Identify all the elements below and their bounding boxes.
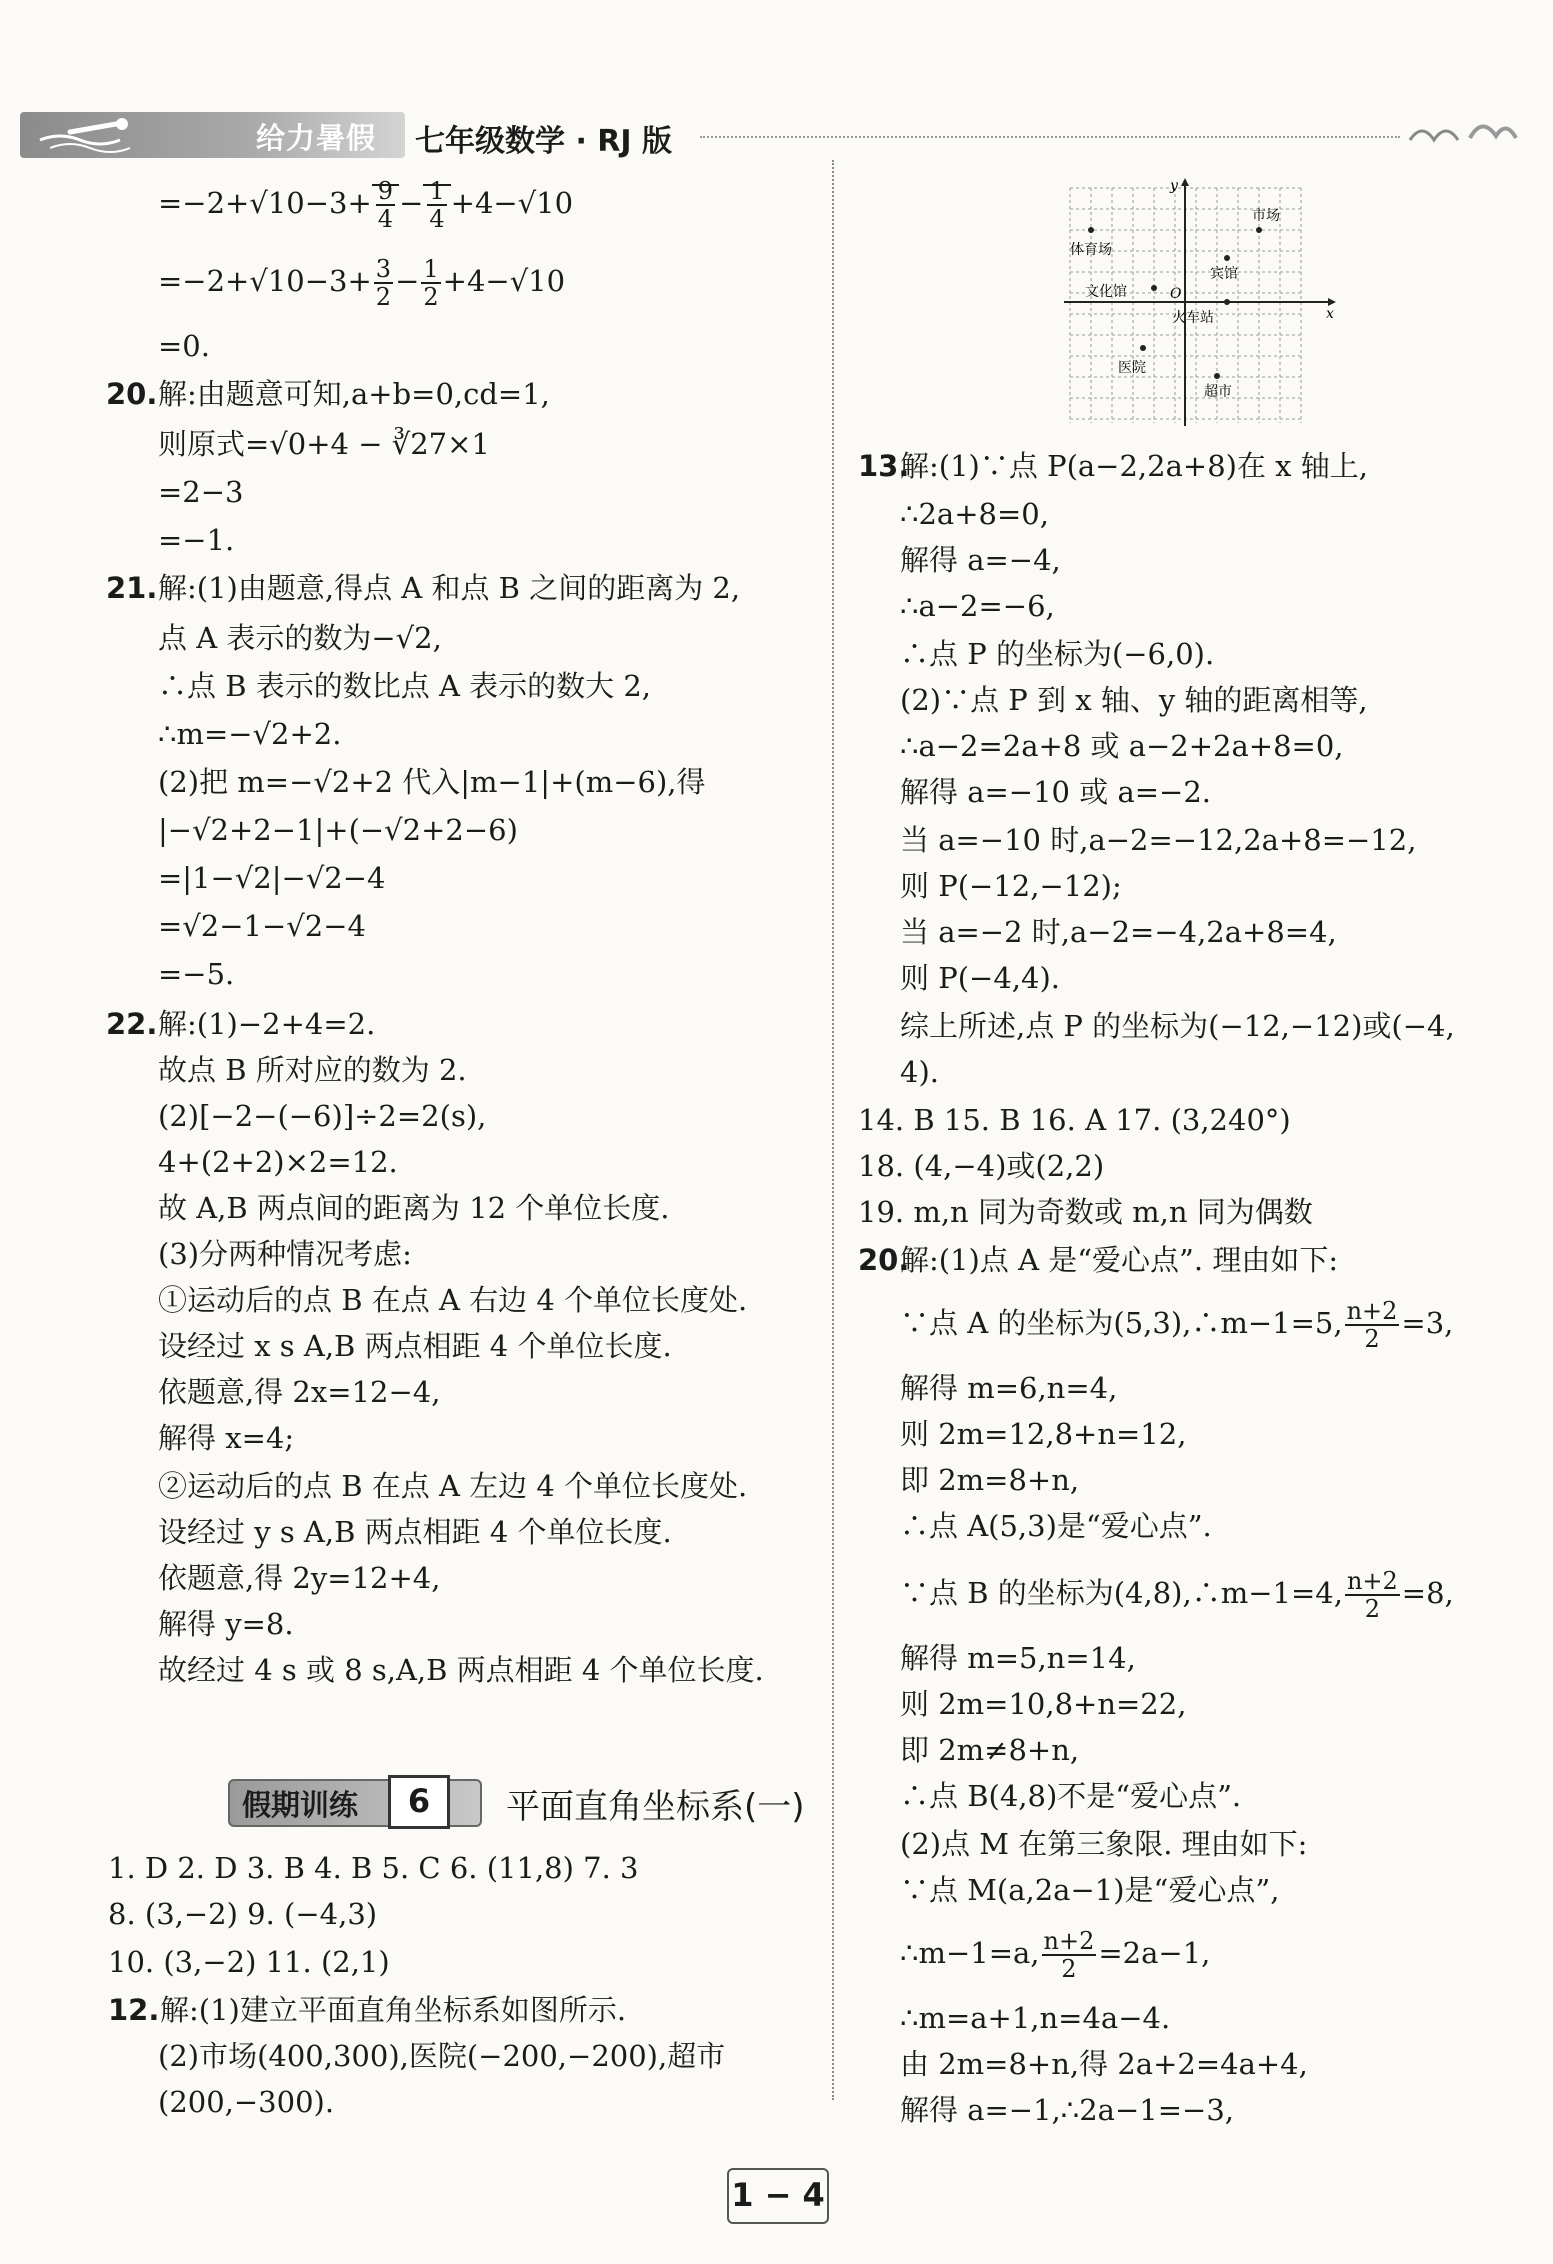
answer-line: (2)点 M 在第三象限. 理由如下: — [900, 1827, 1308, 1861]
answer-line: 综上所述,点 P 的坐标为(−12,−12)或(−4, — [900, 1009, 1455, 1043]
answer-line: |−√2+2−1|+(−√2+2−6) — [158, 813, 518, 847]
series-title: 给力暑假 — [256, 121, 377, 155]
answer-line: 4+(2+2)×2=12. — [158, 1145, 398, 1179]
answer-line: 故点 B 所对应的数为 2. — [158, 1053, 467, 1087]
answer-line: 解得 m=5,n=14, — [900, 1641, 1136, 1675]
place-label: 市场 — [1252, 208, 1280, 224]
section-title: 平面直角坐标系(一) — [506, 1787, 805, 1827]
answer-line: (2)把 m=−√2+2 代入|m−1|+(m−6),得 — [158, 765, 706, 799]
answer-line: 解:(1)∵点 P(a−2,2a+8)在 x 轴上, — [900, 449, 1368, 483]
answer-line: 解:(1)建立平面直角坐标系如图所示. — [160, 1993, 627, 2027]
answer-line: =−5. — [158, 957, 235, 991]
question-number: 22. — [106, 1007, 158, 1041]
section-label: 假期训练 — [242, 1788, 359, 1822]
y-axis-label: y — [1170, 178, 1178, 194]
answer-line: 则 2m=10,8+n=22, — [900, 1687, 1187, 1721]
answer-line: (200,−300). — [158, 2085, 335, 2119]
x-axis-arrow — [1328, 298, 1336, 306]
answer-line: ②运动后的点 B 在点 A 左边 4 个单位长度处. — [158, 1469, 748, 1503]
place-label: 体育场 — [1070, 242, 1112, 258]
answer-line: (2)∵点 P 到 x 轴、y 轴的距离相等, — [900, 683, 1368, 717]
answer-line: ∵点 A 的坐标为(5,3),∴m−1=5, $\frac{n+2}{2}$ =3, — [900, 1297, 1454, 1353]
question-number: 12. — [108, 1993, 160, 2027]
answer-line: =|1−√2|−√2−4 — [158, 861, 386, 895]
answer-line: ∴m=a+1,n=4a−4. — [900, 2001, 1171, 2035]
swimmer-icon — [30, 110, 150, 154]
answer-line: 当 a=−10 时,a−2=−12,2a+8=−12, — [900, 823, 1417, 857]
question-number: 20. — [106, 377, 158, 411]
answer-line: 则 P(−12,−12); — [900, 869, 1122, 903]
place-label: 超市 — [1204, 384, 1232, 400]
answer-line: 则 P(−4,4). — [900, 961, 1060, 995]
answer-line: ∴a−2=−6, — [900, 589, 1055, 623]
decoration-icon — [1400, 112, 1520, 156]
answer-line: 18. (4,−4)或(2,2) — [858, 1149, 1105, 1183]
answer-line: ∵点 M(a,2a−1)是“爱心点”, — [900, 1873, 1280, 1907]
page-header — [20, 106, 1533, 162]
answer-line: 1. D 2. D 3. B 4. B 5. C 6. (11,8) 7. 3 — [108, 1851, 639, 1885]
answer-line: 19. m,n 同为奇数或 m,n 同为偶数 — [858, 1195, 1313, 1229]
answer-line: =√2−1−√2−4 — [158, 909, 366, 943]
answer-line: ∴m=−√2+2. — [158, 717, 342, 751]
answer-line: ∴m−1=a, $\frac{n+2}{2}$ =2a−1, — [900, 1927, 1211, 1983]
calc-line: =0. — [158, 329, 210, 363]
answer-line: ∵点 B 的坐标为(4,8),∴m−1=4, $\frac{n+2}{2}$ =8, — [900, 1567, 1454, 1623]
answer-line: 解:由题意可知,a+b=0,cd=1, — [158, 377, 550, 411]
answer-line: 故经过 4 s 或 8 s,A,B 两点相距 4 个单位长度. — [158, 1653, 764, 1687]
origin-label: O — [1170, 286, 1182, 302]
question-number: 20. — [858, 1243, 910, 1277]
section-heading — [228, 1775, 928, 1827]
calc-line: =−2+√10−3+ $\frac{9}{4}$ − $\frac{1}{4}$ +4−√10 — [158, 177, 574, 233]
calc-line: =−2+√10−3+ $\frac{3}{2}$ − $\frac{1}{2}$ +4−√10 — [158, 255, 566, 311]
answer-line: 故 A,B 两点间的距离为 12 个单位长度. — [158, 1191, 670, 1225]
answer-line: 14. B 15. B 16. A 17. (3,240°) — [858, 1103, 1291, 1137]
place-point — [1140, 345, 1146, 351]
grid-svg — [1060, 178, 1340, 428]
answer-line: 即 2m=8+n, — [900, 1463, 1080, 1497]
answer-line: =2−3 — [158, 475, 244, 509]
place-point — [1151, 285, 1157, 291]
place-point — [1214, 373, 1220, 379]
answer-line: =−1. — [158, 523, 235, 557]
answer-line: 当 a=−2 时,a−2=−4,2a+8=4, — [900, 915, 1337, 949]
answer-line: ∴点 P 的坐标为(−6,0). — [900, 637, 1215, 671]
answer-line: ∴点 B 表示的数比点 A 表示的数大 2, — [158, 669, 652, 703]
answer-line: ∴2a+8=0, — [900, 497, 1049, 531]
answer-line: 即 2m≠8+n, — [900, 1733, 1080, 1767]
header-dotted-line — [700, 136, 1400, 138]
answer-line: 设经过 y s A,B 两点相距 4 个单位长度. — [158, 1515, 672, 1549]
place-label: 医院 — [1118, 360, 1146, 376]
coordinate-grid — [1060, 178, 1340, 428]
answer-line: (3)分两种情况考虑: — [158, 1237, 412, 1271]
answer-line: 由 2m=8+n,得 2a+2=4a+4, — [900, 2047, 1308, 2081]
section-number: 6 — [388, 1775, 450, 1829]
answer-line: 10. (3,−2) 11. (2,1) — [108, 1945, 390, 1979]
place-label: 火车站 — [1172, 310, 1214, 326]
answer-line: ①运动后的点 B 在点 A 右边 4 个单位长度处. — [158, 1283, 748, 1317]
answer-line: 设经过 x s A,B 两点相距 4 个单位长度. — [158, 1329, 672, 1363]
answer-line: 解:(1)点 A 是“爱心点”. 理由如下: — [900, 1243, 1339, 1277]
answer-line: 解得 a=−1,∴2a−1=−3, — [900, 2093, 1234, 2127]
answer-line: 点 A 表示的数为−√2, — [158, 621, 442, 655]
answer-line: 解得 y=8. — [158, 1607, 294, 1641]
subject-title: 七年级数学 · RJ 版 — [415, 124, 672, 159]
answer-line: (2)市场(400,300),医院(−200,−200),超市 — [158, 2039, 726, 2073]
answer-line: 解:(1)由题意,得点 A 和点 B 之间的距离为 2, — [158, 571, 741, 605]
answer-line: 解得 a=−10 或 a=−2. — [900, 775, 1211, 809]
page-number: 1 − 4 — [727, 2168, 829, 2224]
place-point — [1256, 227, 1262, 233]
answer-line: 8. (3,−2) 9. (−4,3) — [108, 1897, 378, 1931]
answer-line: 依题意,得 2y=12+4, — [158, 1561, 441, 1595]
question-number: 21. — [106, 571, 158, 605]
answer-line: ∴a−2=2a+8 或 a−2+2a+8=0, — [900, 729, 1344, 763]
answer-line: 则 2m=12,8+n=12, — [900, 1417, 1187, 1451]
answer-line: ∴点 A(5,3)是“爱心点”. — [900, 1509, 1212, 1543]
x-axis-label: x — [1326, 306, 1334, 322]
answer-line: (2)[−2−(−6)]÷2=2(s), — [158, 1099, 487, 1133]
place-point — [1224, 299, 1230, 305]
answer-line: 解得 x=4; — [158, 1421, 295, 1455]
y-axis-arrow — [1181, 178, 1189, 186]
answer-line: 解得 m=6,n=4, — [900, 1371, 1118, 1405]
answer-line: ∴点 B(4,8)不是“爱心点”. — [900, 1779, 1242, 1813]
place-label: 文化馆 — [1085, 284, 1127, 300]
answer-line: 4). — [900, 1055, 939, 1089]
place-point — [1224, 255, 1230, 261]
question-number: 13. — [858, 449, 910, 483]
answer-line: 依题意,得 2x=12−4, — [158, 1375, 441, 1409]
place-label: 宾馆 — [1210, 266, 1238, 282]
place-point — [1088, 227, 1094, 233]
answer-line: 则原式=√0+4 − ∛27×1 — [158, 427, 490, 461]
answer-line: 解得 a=−4, — [900, 543, 1061, 577]
answer-line: 解:(1)−2+4=2. — [158, 1007, 376, 1041]
